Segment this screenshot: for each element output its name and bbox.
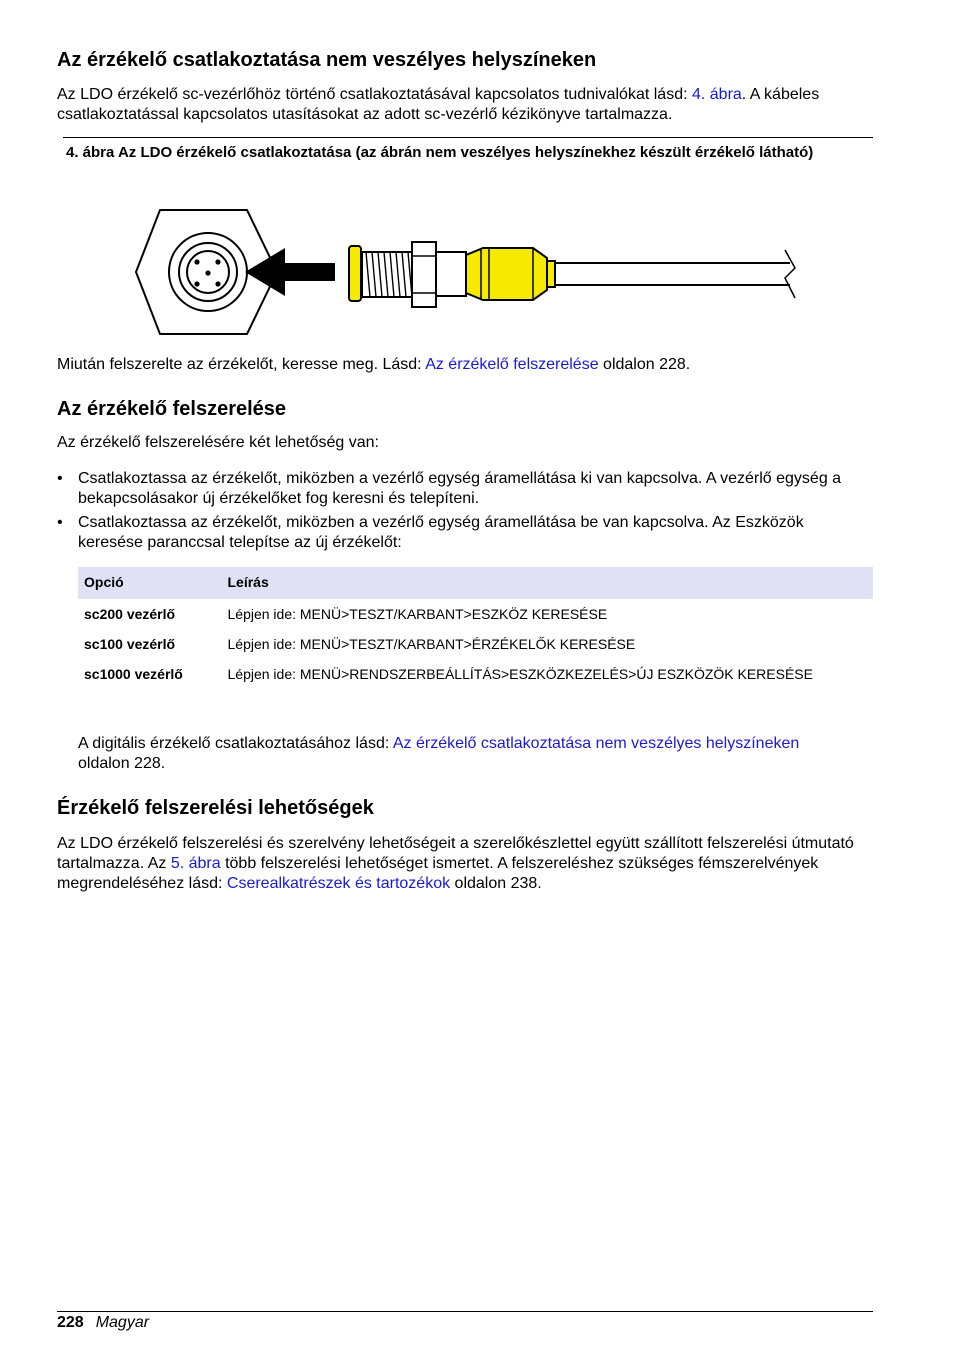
heading-mounting-options: Érzékelő felszerelési lehetőségek <box>57 797 374 819</box>
text: A digitális érzékelő csatlakoztatásához lásd: <box>78 735 393 752</box>
list-item-text: Csatlakoztassa az érzékelőt, miközben a vezérlő egység áramellátása be van kapcsolva. Az Eszközök keresése paranccsal telepítse az új érzékelőt: <box>78 514 804 551</box>
cell-option: sc100 vezérlő <box>84 636 176 652</box>
connector-body <box>466 248 547 300</box>
pin <box>194 259 199 264</box>
link-figure-5[interactable]: 5. ábra <box>170 855 221 872</box>
page-number: 228 <box>57 1314 84 1331</box>
install-options-list <box>57 469 873 557</box>
bullet: • <box>57 470 63 487</box>
pin <box>215 259 220 264</box>
table-row <box>78 629 873 659</box>
connector-collar <box>436 252 466 296</box>
link-sensor-install[interactable]: Az érzékelő felszerelése <box>425 356 599 373</box>
link-spare-parts[interactable]: Cserealkatrészek és tartozékok <box>226 875 451 892</box>
bullet: • <box>57 514 63 531</box>
paragraph-after-figure <box>57 355 690 375</box>
footer-language: Magyar <box>95 1314 150 1331</box>
cell-description: Lépjen ide: MENÜ>RENDSZERBEÁLLÍTÁS>ESZKÖZKEZELÉS>ÚJ ESZKÖZÖK KERESÉSE <box>227 666 813 682</box>
cell-description: Lépjen ide: MENÜ>TESZT/KARBANT>ESZKÖZ KERESÉSE <box>227 606 608 622</box>
text: oldalon 238. <box>450 875 542 892</box>
paragraph-connect <box>57 85 873 125</box>
connector-cap <box>349 246 361 301</box>
footer-rule <box>57 1311 873 1312</box>
cell-option: sc1000 vezérlő <box>84 666 183 682</box>
column-header-option: Opció <box>78 567 222 599</box>
connector-illustration <box>63 200 873 345</box>
cell-option: sc200 vezérlő <box>84 606 176 622</box>
page-footer <box>57 1313 149 1333</box>
pin <box>194 281 199 286</box>
table-row <box>78 599 873 629</box>
pin <box>215 281 220 286</box>
text: oldalon 228. <box>598 356 691 373</box>
list-item <box>57 469 873 509</box>
text: több felszerelési lehetőséget ismertet. A felszereléshez szükséges fémszerelvények megrendeléséhez lásd: <box>57 855 819 892</box>
paragraph-install-intro: Az érzékelő felszerelésére két lehetőség van: <box>57 434 379 451</box>
controller-options-table <box>78 567 873 689</box>
figure-caption: 4. ábra Az LDO érzékelő csatlakoztatása (az ábrán nem veszélyes helyszínekhez készült érzékelő látható) <box>66 144 814 161</box>
text: . A kábeles csatlakoztatással kapcsolatos utasításokat az adott sc-vezérlő kézikönyve tartalmazza. <box>57 86 820 123</box>
table-header-row <box>78 567 873 599</box>
pin <box>205 270 210 275</box>
heading-sensor-install: Az érzékelő felszerelése <box>57 398 287 420</box>
link-connect-sensor[interactable]: Az érzékelő csatlakoztatása nem veszélyes helyszíneken <box>392 735 800 752</box>
cable-strain-relief <box>547 261 555 287</box>
link-figure-4[interactable]: 4. ábra <box>691 86 742 103</box>
paragraph-digital-connection <box>78 734 838 774</box>
text: Az LDO érzékelő felszerelési és szerelvény lehetőségeit a szerelőkészlettel együtt szállított felszerelési útmutató tartalmazza. Az <box>57 835 854 872</box>
list-item <box>57 513 873 553</box>
column-header-description: Leírás <box>222 567 874 599</box>
connector-nut <box>412 242 436 307</box>
paragraph-mounting-options <box>57 834 873 894</box>
cable-break <box>785 250 795 298</box>
heading-connect-sensor: Az érzékelő csatlakoztatása nem veszélyes helyszíneken <box>57 49 597 71</box>
text: Az LDO érzékelő sc-vezérlőhöz történő csatlakoztatásával kapcsolatos tudnivalókat lásd: <box>57 86 692 103</box>
cell-description: Lépjen ide: MENÜ>TESZT/KARBANT>ÉRZÉKELŐK KERESÉSE <box>227 636 636 652</box>
list-item-text: Csatlakoztassa az érzékelőt, miközben a vezérlő egység áramellátása ki van kapcsolva. A vezérlő egység a bekapcsolásakor új érzékelőket fog keresni és telepíteni. <box>78 470 842 507</box>
text: Miután felszerelte az érzékelőt, keresse meg. Lásd: <box>57 356 426 373</box>
text: oldalon 228. <box>78 755 166 772</box>
table-row <box>78 659 873 689</box>
figure-rule <box>63 137 873 138</box>
